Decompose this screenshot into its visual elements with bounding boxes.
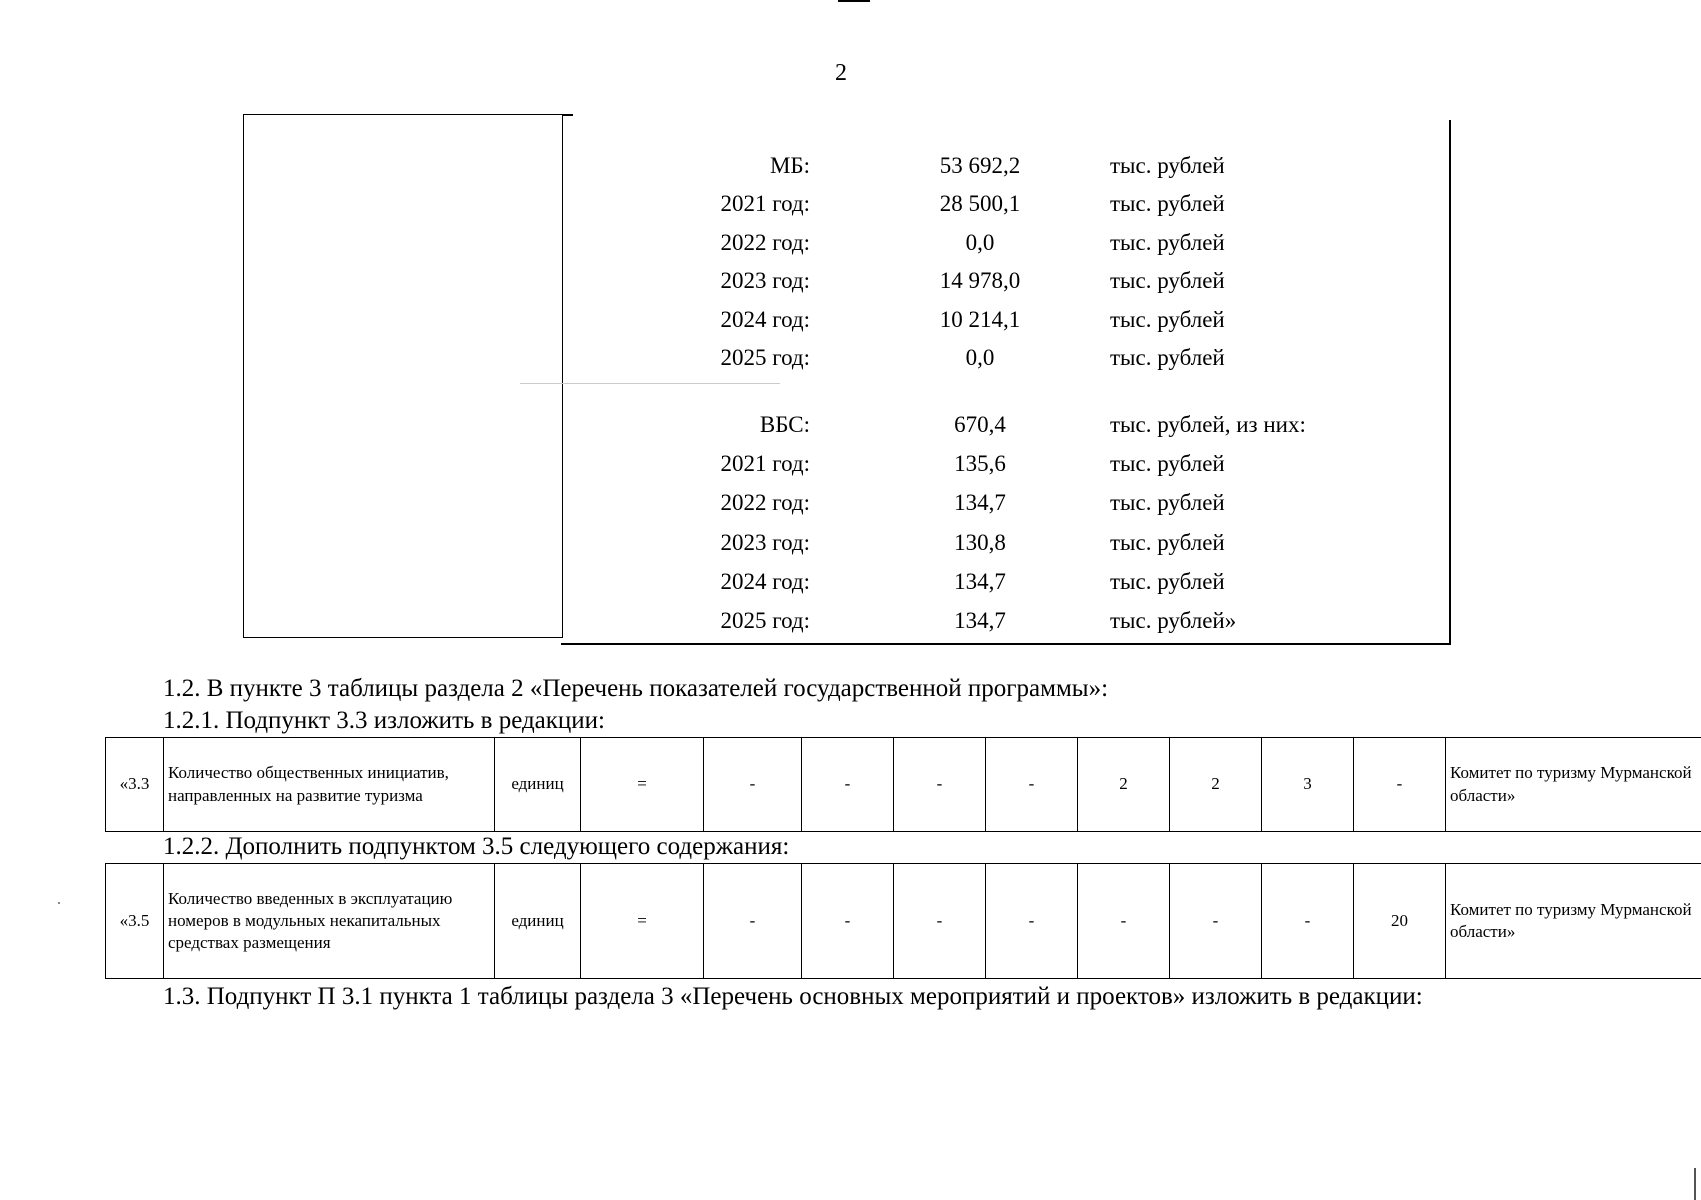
finance-row-mb-2022: 2022 год: 0,0 тыс. рублей [720, 230, 1225, 255]
indicator-value: 20 [1354, 864, 1446, 979]
paragraph-1-2: 1.2. В пункте 3 таблицы раздела 2 «Перечень показателей государственной программы»: [163, 675, 1109, 702]
paragraph-1-2-1: 1.2.1. Подпункт 3.3 изложить в редакции: [163, 707, 606, 734]
finance-table-left-cell [243, 114, 563, 638]
indicator-responsible: Комитет по туризму Мурманской области» [1446, 864, 1701, 979]
indicator-value: - [1170, 864, 1262, 979]
indicator-value: - [704, 738, 802, 832]
indicator-value: - [802, 864, 894, 979]
finance-row-mb-2023: 2023 год: 14 978,0 тыс. рублей [720, 268, 1225, 293]
scan-artifact-dot [58, 902, 60, 904]
finance-row-vbs-2021: 2021 год: 135,6 тыс. рублей [720, 451, 1225, 476]
indicator-value: - [894, 864, 986, 979]
table-row [106, 864, 1701, 979]
indicator-unit: единиц [495, 864, 581, 979]
finance-table-top-border [563, 114, 573, 116]
indicator-value: 2 [1078, 738, 1170, 832]
indicator-number: «3.3 [106, 738, 164, 832]
indicator-value: 2 [1170, 738, 1262, 832]
finance-row-mb-2025: 2025 год: 0,0 тыс. рублей [720, 345, 1225, 370]
finance-row-vbs-2025: 2025 год: 134,7 тыс. рублей» [720, 608, 1237, 633]
finance-row-vbs-2023: 2023 год: 130,8 тыс. рублей [720, 530, 1225, 555]
scan-artifact-line [520, 383, 780, 384]
indicator-value: - [704, 864, 802, 979]
indicator-value: - [986, 864, 1078, 979]
indicator-value: - [1262, 864, 1354, 979]
indicator-unit: единиц [495, 738, 581, 832]
indicator-table-3-5 [105, 863, 1701, 979]
indicator-value: - [894, 738, 986, 832]
indicator-value: - [802, 738, 894, 832]
table-row [106, 738, 1701, 832]
finance-row-vbs-2024: 2024 год: 134,7 тыс. рублей [720, 569, 1225, 594]
indicator-value: 3 [1262, 738, 1354, 832]
indicator-number: «3.5 [106, 864, 164, 979]
indicator-name: Количество введенных в эксплуатацию номеров в модульных некапитальных средствах размещения [164, 864, 495, 979]
scan-edge-line [1694, 1168, 1696, 1200]
indicator-responsible: Комитет по туризму Мурманской области» [1446, 738, 1701, 832]
paragraph-1-3: 1.3. Подпункт П 3.1 пункта 1 таблицы раздела 3 «Перечень основных мероприятий и проектов» изложить в редакции: [163, 983, 1423, 1010]
indicator-value: - [986, 738, 1078, 832]
indicator-table-3-3 [105, 737, 1701, 832]
finance-row-mb-total: МБ: 53 692,2 тыс. рублей [769, 153, 1225, 178]
indicator-value: - [1078, 864, 1170, 979]
indicator-trend: = [581, 864, 704, 979]
page-number: 2 [835, 60, 847, 86]
finance-row-mb-2021: 2021 год: 28 500,1 тыс. рублей [720, 191, 1225, 216]
indicator-name: Количество общественных инициатив, направленных на развитие туризма [164, 738, 495, 832]
top-edge-mark [838, 0, 870, 2]
finance-table-right-border [1449, 120, 1451, 645]
finance-row-vbs-total: ВБС: 670,4 тыс. рублей, из них: [759, 412, 1306, 437]
finance-row-mb-2024: 2024 год: 10 214,1 тыс. рублей [720, 307, 1225, 332]
indicator-trend: = [581, 738, 704, 832]
indicator-value: - [1354, 738, 1446, 832]
paragraph-1-2-2: 1.2.2. Дополнить подпунктом 3.5 следующего содержания: [163, 833, 790, 860]
finance-row-vbs-2022: 2022 год: 134,7 тыс. рублей [720, 490, 1225, 515]
finance-table-bottom-border [561, 643, 1451, 645]
